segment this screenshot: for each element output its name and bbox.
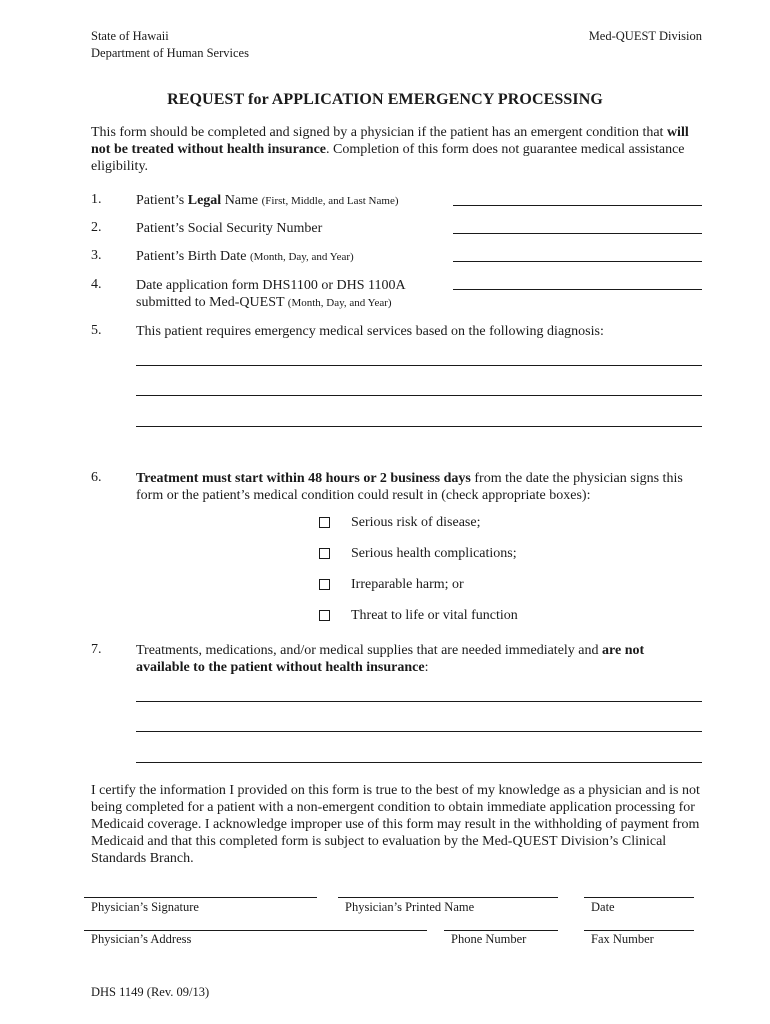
- checkbox-threat-to-life[interactable]: [319, 610, 330, 621]
- item-4-note: (Month, Day, and Year): [287, 297, 392, 309]
- item-1-number: 1.: [91, 192, 102, 207]
- item-1-post: Name: [221, 193, 262, 208]
- item-4-line-1: Date application form DHS1100 or DHS 1100A: [136, 278, 406, 293]
- checkbox-label-4: Threat to life or vital function: [351, 608, 518, 623]
- physician-address-line[interactable]: [84, 930, 427, 931]
- treatment-line-2[interactable]: [136, 731, 702, 732]
- item-4-number: 4.: [91, 277, 102, 292]
- item-2-number: 2.: [91, 220, 102, 235]
- item-5-label: This patient requires emergency medical services based on the following diagnosis:: [136, 324, 604, 339]
- date-line[interactable]: [584, 897, 694, 898]
- printed-name-label: Physician’s Printed Name: [345, 900, 475, 914]
- item-7-pre: Treatments, medications, and/or medical supplies that are needed immediately and: [136, 643, 603, 658]
- diagnosis-line-1[interactable]: [136, 365, 702, 366]
- fax-line[interactable]: [584, 930, 694, 931]
- phone-line[interactable]: [444, 930, 558, 931]
- phone-label: Phone Number: [451, 932, 527, 946]
- form-title: REQUEST for APPLICATION EMERGENCY PROCESSING: [167, 91, 603, 108]
- item-7-label: [136, 642, 706, 676]
- intro-paragraph: [91, 124, 701, 175]
- certification-paragraph: I certify the information I provided on this form is true to the best of my knowledge as a physician and is not being completed for a patient with a non-emergent condition to obtain immediate application processing for Medicaid coverage. I acknowledge improper use of this form may result in the withholding of payment from Medicaid and that this completed form is subject to evaluation by the Med-QUEST Division’s Clinical Standards Branch.: [91, 783, 700, 866]
- treatment-line-3[interactable]: [136, 762, 702, 763]
- form-number: DHS 1149 (Rev. 09/13): [91, 985, 210, 999]
- ssn-line[interactable]: [453, 233, 702, 234]
- item-6-bold: Treatment must start within 48 hours or 2 business days: [136, 471, 471, 486]
- fax-label: Fax Number: [591, 932, 654, 946]
- item-7-bold-2: available to the patient without health insurance: [136, 660, 425, 675]
- item-1-note: (First, Middle, and Last Name): [261, 195, 399, 207]
- item-1-bold: Legal: [187, 193, 222, 208]
- checkbox-label-1: Serious risk of disease;: [351, 515, 481, 530]
- item-7-number: 7.: [91, 642, 102, 657]
- printed-name-line[interactable]: [338, 897, 558, 898]
- intro-text-1: This form should be completed and signed by a physician if the patient has an emergent condition that: [91, 125, 667, 140]
- item-3-text: Patient’s Birth Date: [136, 249, 250, 264]
- date-label: Date: [591, 900, 615, 914]
- checkbox-label-2: Serious health complications;: [351, 546, 517, 561]
- birth-date-line[interactable]: [453, 261, 702, 262]
- treatment-line-1[interactable]: [136, 701, 702, 702]
- item-6-number: 6.: [91, 470, 102, 485]
- department-name: Department of Human Services: [91, 46, 249, 60]
- agency-header: [91, 28, 249, 62]
- intro-emphasis: will not be treated without health insurance: [91, 125, 689, 157]
- item-6-label: [136, 470, 706, 504]
- item-3-label: [136, 248, 354, 266]
- checkbox-health-complications[interactable]: [319, 548, 330, 559]
- patient-name-line[interactable]: [453, 205, 702, 206]
- item-6-rest: from the date the physician signs this form or the patient’s medical condition could result in (check appropriate boxes):: [136, 471, 683, 503]
- checkbox-irreparable-harm[interactable]: [319, 579, 330, 590]
- item-4-line-2: submitted to Med-QUEST: [136, 295, 288, 310]
- state-name: State of Hawaii: [91, 29, 169, 43]
- item-1-label: [136, 192, 399, 210]
- physician-address-label: Physician’s Address: [91, 932, 192, 946]
- item-1-pre: Patient’s: [136, 193, 188, 208]
- submission-date-line[interactable]: [453, 289, 702, 290]
- item-4-label: [136, 277, 406, 312]
- physician-signature-label: Physician’s Signature: [91, 900, 199, 914]
- item-7-post: :: [424, 660, 429, 675]
- diagnosis-line-3[interactable]: [136, 426, 702, 427]
- checkbox-label-3: Irreparable harm; or: [351, 577, 464, 592]
- checkbox-serious-risk[interactable]: [319, 517, 330, 528]
- item-3-number: 3.: [91, 248, 102, 263]
- intro-text-2: . Completion of this form does not guarantee medical assistance eligibility.: [91, 142, 685, 174]
- item-7-bold-1: are not: [602, 643, 645, 658]
- item-5-number: 5.: [91, 323, 102, 338]
- physician-signature-line[interactable]: [84, 897, 317, 898]
- division-name: Med-QUEST Division: [588, 29, 702, 43]
- item-3-note: (Month, Day, and Year): [249, 251, 354, 263]
- diagnosis-line-2[interactable]: [136, 395, 702, 396]
- item-2-label: Patient’s Social Security Number: [136, 221, 323, 236]
